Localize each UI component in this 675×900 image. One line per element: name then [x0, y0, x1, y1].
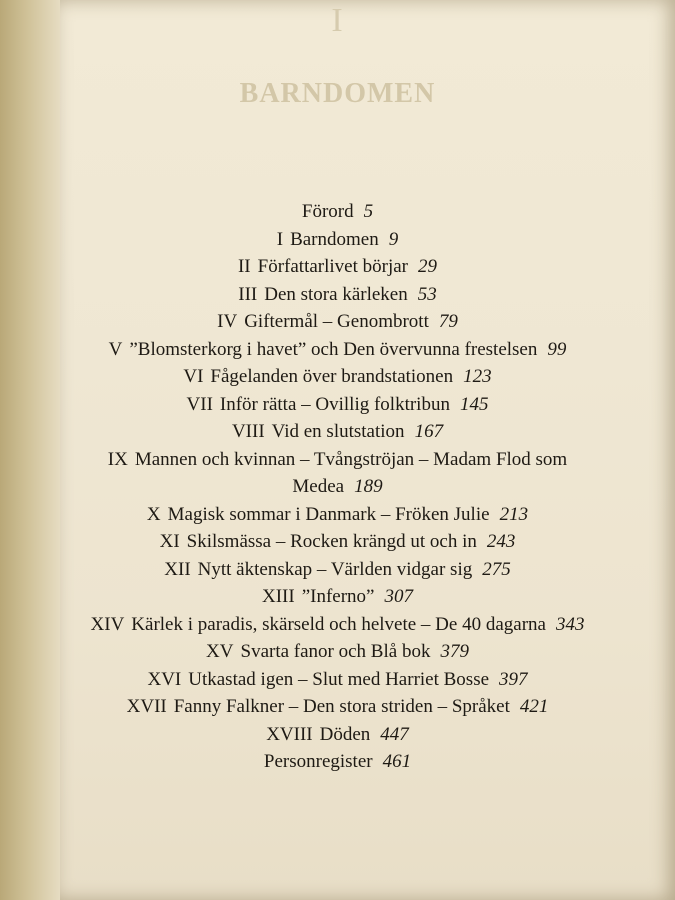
toc-entry — [0, 721, 675, 749]
toc-entry — [0, 556, 675, 584]
toc-title: Kärlek i paradis, skärseld och helvete – De 40 dagarna — [131, 613, 546, 635]
toc-title: Magisk sommar i Danmark – Fröken Julie — [167, 503, 490, 525]
toc-chapter-number: II — [237, 256, 251, 277]
toc-page-number: 53 — [417, 283, 437, 305]
toc-title: Den stora kärleken — [264, 283, 408, 305]
toc-page-number: 379 — [440, 641, 469, 662]
toc-chapter-number: XVI — [147, 668, 182, 690]
toc-entry-personregister — [0, 748, 675, 776]
toc-page-number: 5 — [363, 201, 374, 222]
toc-entry — [0, 528, 675, 556]
toc-chapter-number: XIV — [90, 613, 125, 635]
toc-chapter-number: XI — [159, 531, 180, 552]
toc-page-number: 343 — [555, 613, 585, 635]
toc-page-number: 167 — [414, 421, 444, 442]
toc-page-number: 447 — [380, 723, 409, 745]
toc-chapter-number: XIII — [262, 586, 295, 607]
toc-title: Förord — [301, 201, 354, 222]
toc-entry — [0, 281, 675, 309]
toc-entry — [0, 583, 675, 611]
toc-page-number: 213 — [499, 503, 529, 525]
toc-page-number: 9 — [388, 228, 399, 250]
toc-title: Barndomen — [290, 228, 379, 250]
toc-page-number: 461 — [382, 751, 412, 772]
toc-page-number: 421 — [519, 696, 549, 717]
toc-page-number: 99 — [547, 338, 567, 360]
toc-title: Svarta fanor och Blå bok — [240, 641, 431, 662]
toc-chapter-number: III — [238, 283, 258, 305]
toc-title: Utkastad igen – Slut med Harriet Bosse — [188, 668, 490, 690]
toc-page-number: 123 — [463, 366, 492, 387]
toc-title: Giftermål – Genombrott — [244, 311, 429, 332]
toc-title: ”Blomsterkorg i havet” och Den övervunna frestelsen — [129, 338, 538, 360]
toc-entry — [0, 418, 675, 446]
toc-entry — [0, 611, 675, 639]
toc-page-number: 243 — [486, 531, 516, 552]
toc-chapter-number: IV — [217, 311, 238, 332]
toc-chapter-number: XII — [164, 558, 191, 580]
toc-title: Fanny Falkner – Den stora striden – Språket — [173, 696, 510, 717]
toc-title: Fågelanden över brandstationen — [210, 366, 454, 387]
toc-chapter-number: VI — [183, 366, 204, 387]
toc-title: ”Inferno” — [301, 586, 375, 607]
table-of-contents — [0, 198, 675, 776]
toc-entry — [0, 308, 675, 336]
toc-page-number: 397 — [499, 668, 528, 690]
toc-page-number: 189 — [354, 476, 383, 497]
toc-chapter-number: XVII — [126, 696, 167, 717]
toc-title: Personregister — [263, 751, 373, 772]
toc-chapter-number: VIII — [231, 421, 265, 442]
toc-chapter-number: XV — [206, 641, 234, 662]
toc-page-number: 145 — [459, 393, 489, 415]
toc-page-number: 275 — [482, 558, 511, 580]
toc-entry-forord — [0, 198, 675, 226]
toc-entry — [0, 336, 675, 364]
toc-entry — [0, 391, 675, 419]
toc-title: Inför rätta – Ovillig folktribun — [219, 393, 450, 415]
toc-chapter-number: X — [146, 503, 161, 525]
toc-page-number: 29 — [418, 256, 437, 277]
toc-entry — [0, 693, 675, 721]
toc-entry — [0, 253, 675, 281]
toc-title: Författarlivet börjar — [257, 256, 408, 277]
toc-title: Vid en slutstation — [271, 421, 405, 442]
toc-entry — [0, 226, 675, 254]
toc-chapter-number: V — [108, 338, 123, 360]
toc-chapter-number: I — [276, 228, 284, 250]
toc-entry — [0, 363, 675, 391]
toc-title: Nytt äktenskap – Världen vidgar sig — [197, 558, 473, 580]
toc-title: Skilsmässa – Rocken krängd ut och in — [186, 531, 477, 552]
toc-page-number: 79 — [438, 311, 458, 332]
bleed-through-title: BARNDOMEN — [239, 78, 436, 109]
toc-chapter-number: XVIII — [266, 723, 313, 745]
toc-entry — [0, 501, 675, 529]
toc-chapter-number: VII — [186, 393, 213, 415]
toc-title: Mannen och kvinnan – Tvångströjan – Madam Flod som Medea — [134, 448, 568, 497]
toc-title: Döden — [319, 723, 371, 745]
toc-entry — [0, 666, 675, 694]
toc-entry — [0, 638, 675, 666]
toc-page-number: 307 — [384, 586, 413, 607]
toc-entry — [78, 446, 598, 501]
bleed-through-numeral: I — [331, 2, 344, 39]
toc-chapter-number: IX — [107, 448, 128, 470]
